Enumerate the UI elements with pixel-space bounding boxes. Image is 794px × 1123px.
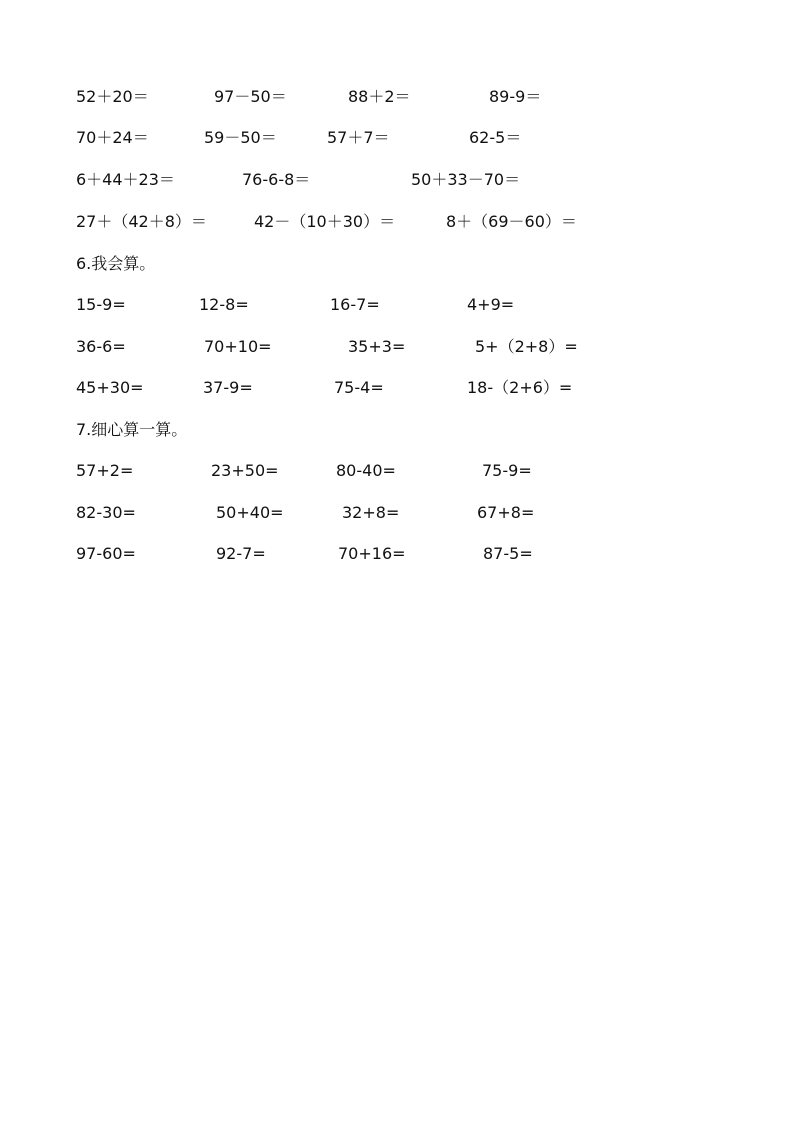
math-problem: 4+9= — [467, 295, 515, 314]
math-problem: 52＋20＝ — [76, 87, 149, 106]
math-problem: 89-9＝ — [489, 87, 542, 106]
problem-row — [0, 502, 794, 524]
math-problem: 70+10= — [204, 337, 272, 356]
math-problem: 12-8= — [199, 295, 249, 314]
math-problem: 23+50= — [211, 461, 279, 480]
problem-row — [0, 127, 794, 149]
problem-row — [0, 460, 794, 482]
math-problem: 76-6-8＝ — [242, 170, 311, 189]
problem-row — [0, 169, 794, 191]
math-problem: 15-9= — [76, 295, 126, 314]
math-problem: 32+8= — [342, 503, 400, 522]
math-problem: 36-6= — [76, 337, 126, 356]
math-problem: 42－（10＋30）＝ — [254, 212, 396, 231]
math-problem: 5+（2+8）= — [475, 337, 578, 356]
math-problem: 27＋（42＋8）＝ — [76, 212, 207, 231]
math-problem: 18-（2+6）= — [467, 378, 573, 397]
problem-row — [0, 377, 794, 399]
math-problem: 97－50＝ — [214, 87, 287, 106]
math-problem: 45+30= — [76, 378, 144, 397]
problem-row — [0, 336, 794, 358]
math-problem: 35+3= — [348, 337, 406, 356]
math-problem: 57+2= — [76, 461, 134, 480]
math-problem: 67+8= — [477, 503, 535, 522]
math-problem: 70+16= — [338, 544, 406, 563]
math-problem: 75-4= — [334, 378, 384, 397]
math-problem: 97-60= — [76, 544, 136, 563]
math-problem: 37-9= — [203, 378, 253, 397]
math-problem: 70＋24＝ — [76, 128, 149, 147]
problem-row — [0, 294, 794, 316]
problem-row — [0, 211, 794, 233]
section-heading: 7.细心算一算。 — [76, 420, 188, 439]
math-problem: 50+40= — [216, 503, 284, 522]
math-problem: 75-9= — [482, 461, 532, 480]
math-problem: 82-30= — [76, 503, 136, 522]
math-problem: 87-5= — [483, 544, 533, 563]
section-heading: 6.我会算。 — [76, 254, 156, 273]
problem-row — [0, 86, 794, 108]
problem-row — [0, 543, 794, 565]
math-problem: 59－50＝ — [204, 128, 277, 147]
math-problem: 16-7= — [330, 295, 380, 314]
math-problem: 62-5＝ — [469, 128, 522, 147]
math-problem: 57＋7＝ — [327, 128, 390, 147]
math-problem: 8＋（69－60）＝ — [446, 212, 577, 231]
math-problem: 6＋44＋23＝ — [76, 170, 175, 189]
math-problem: 50＋33－70＝ — [411, 170, 521, 189]
math-problem: 92-7= — [216, 544, 266, 563]
math-problem: 88＋2＝ — [348, 87, 411, 106]
math-problem: 80-40= — [336, 461, 396, 480]
